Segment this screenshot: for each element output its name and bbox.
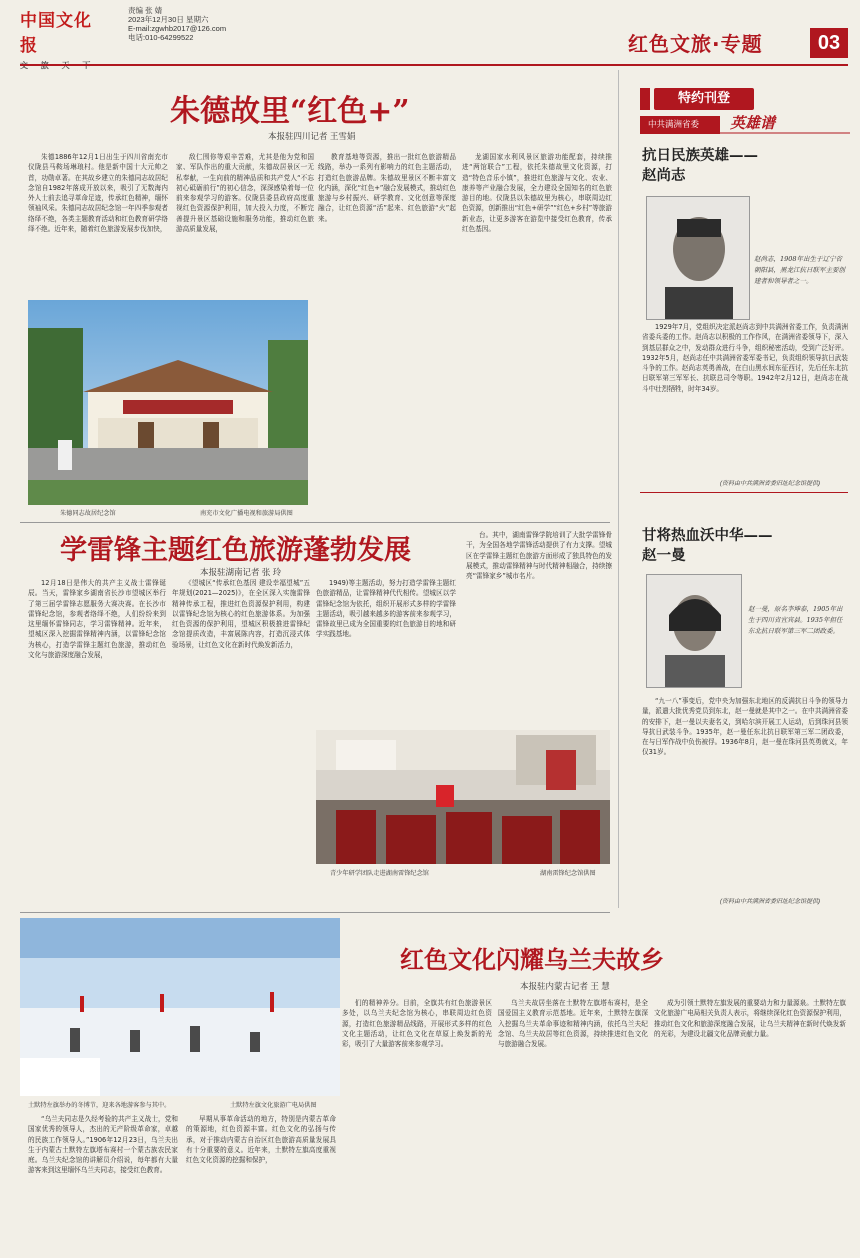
logo-text: 中国文化报 (20, 11, 92, 56)
article1-column-4 (462, 152, 612, 512)
hero2-body-text: “九一八”事变后，党中央为加强东北地区的反满抗日斗争的领导力量，派遣大批优秀党员到东北，赵一曼就是其中之一。在中共满洲省委的安排下，赵一曼以夫妻名义，到哈尔滨开展工人运动，后到珠河县领导抗日武装斗争。1935年，赵一曼任东北抗日联军第三军二团政委，在与日军作战中负伤被俘。1936年8月，赵一曼在珠河县英勇就义，年仅31岁。 (642, 697, 848, 757)
article3-headline: 红色文化闪耀乌兰夫故乡 (400, 945, 664, 974)
article2-column-2 (172, 578, 310, 878)
article3-byline: 本报驻内蒙古记者 王 慧 (520, 981, 610, 991)
article2-headline: 学雷锋主题红色旅游蓬勃发展 (60, 535, 411, 566)
hero1-portrait (646, 196, 750, 320)
article-divider-2 (20, 912, 610, 913)
date-line: 2023年12月30日 星期六 (128, 15, 209, 24)
hero2-title-line2: 赵一曼 (642, 548, 686, 564)
phone-line: 电话:010-64299522 (128, 33, 194, 42)
article3-column-5-text: 成为引领土默特左旗发展的重要动力和力量源泉。土默特左旗文化旅游广电局相关负责人表示，将继续深化红色资源保护利用，推动红色文化和旅游深度融合发展，让乌兰夫精神在新时代焕发新的光彩，为建设北疆文化品牌贡献力量。 (654, 999, 846, 1038)
article3-column-4-text: 乌兰夫故居坐落在土默特左旗塔布赛村，是全国爱国主义教育示范基地。近年来，土默特左旗深入挖掘乌兰夫革命事迹和精神内涵，依托乌兰夫纪念馆、乌兰夫故居等红色资源，持续推进红色文化与旅游融合发展。 (498, 999, 648, 1049)
hero2-body (642, 696, 848, 896)
tag-accent (640, 88, 650, 110)
memorial-illustration (28, 300, 308, 505)
article2-column-4 (466, 530, 612, 730)
masthead-rule (20, 64, 848, 66)
winter-festival-photo (20, 918, 340, 1096)
article2-column-3-text: 1949)等主题活动，努力打造学雷锋主题红色旅游精品，让雷锋精神代代相传。望城区以学雷锋纪念馆为依托，组织开展形式多样的学雷锋主题活动，吸引越来越多的游客前来参观学习，雷锋故里已成为全国重要的红色旅游目的地和研学实践基地。 (316, 579, 456, 639)
article3-column-5 (654, 998, 846, 1254)
article2-byline: 本报驻湖南记者 张 玲 (200, 567, 282, 577)
series-org: 中共满洲省委 (648, 119, 700, 129)
hero1-title-line2: 赵尚志 (642, 168, 686, 184)
article1-column-2-text: 敌仁围你等艰辛苦难，尤其是他为党和国家、军队作出的重大贡献，朱德故居景区一无私奉献，一生向前的精神品质和共产党人“不忘初心砥砺前行”的初心信念，深深感染着每一位前来参观学习的游客。仪陇县委县政府高度重视红色资源保护利用，加大投入力度，不断完善提升景区基础设施和服务功能，推动红色旅游高质量发展， (176, 153, 314, 234)
hero1-title-line1: 抗日民族英雄—— (642, 148, 758, 164)
article-divider-1 (20, 522, 610, 523)
hero2-source: (资料由中共满洲省委旧址纪念馆提供) (720, 899, 820, 905)
leifeng-hall-illustration (316, 730, 610, 864)
article1-photo-credit: 南充市文化广播电视和旅游局供图 (200, 510, 293, 517)
article2-column-4-text: 台。其中，湖南雷锋学院培训了大批学雷锋骨干，为全国各地学雷锋活动提供了有力支撑。望城区在学雷锋主题红色旅游方面形成了独具特色的发展模式，推动雷锋精神与时代精神相融合，持续擦亮“雷锋家乡”城市名片。 (466, 531, 612, 581)
article1-byline: 本报驻四川记者 王雪娟 (268, 131, 356, 141)
masthead-meta (128, 6, 226, 42)
article1-photo-caption: 朱德同志故居纪念馆 (60, 510, 116, 517)
email-line: E-mail:zgwhb2017@126.com (128, 24, 227, 33)
article1-column-2 (176, 152, 314, 292)
article3-column-2-text: 早期从事革命活动的地方，特别是内蒙古革命的策源地，红色资源丰富。红色文化的弘扬与传承，对于推动内蒙古自治区红色旅游高质量发展具有十分重要的意义。近年来，土默特左旗高度重视红色文化资源的挖掘和保护， (186, 1115, 336, 1165)
article2-column-3 (316, 578, 456, 728)
article1-column-1 (28, 152, 168, 292)
article1-column-3-text: 教育基地等资源，推出一批红色旅游精品线路，举办一系列有影响力的红色主题活动，打造红色旅游品牌。朱德故里景区不断丰富文化内涵，深化“红色+”融合发展模式，推动红色旅游与乡村振兴、研学教育、文化创意等深度融合，让红色资源“活”起来、红色旅游“火”起来。 (318, 153, 456, 223)
zhude-memorial-photo (28, 300, 308, 505)
article1-column-1-text: 朱德1886年12月1日出生于四川省南充市仪陇县马鞍场琳琅村。他是新中国十大元帅之首，功勋卓著。在其故乡建立的朱德同志故居纪念馆自1982年落成开放以来，吸引了无数海内外人士前去追寻革命足迹，传承红色精神，缅怀领袖风采。朱德同志故居纪念馆一年四季参观者络绎不绝，各类主题教育活动和红色教育研学络绎不绝。近年来，随着红色旅游发展步伐加快， (28, 153, 168, 234)
hero2-title-line1: 甘将热血沃中华—— (642, 528, 773, 544)
masthead (0, 0, 860, 66)
hero1-source: (资料由中共满洲省委旧址纪念馆提供) (720, 481, 820, 487)
series-name: 英雄谱 (730, 114, 776, 132)
article1-column-4-text: 龙湖国家水利风景区旅游功能配套，持续推进“两馆联合”工程，依托朱德故里文化资源，打造“特色音乐小镇”，推进红色旅游与文化、农业、康养等产业融合发展，全力建设全国知名的红色旅游目的地。仪陇县以朱德故里为核心，串联周边红色资源，创新推出“红色+研学”“红色+乡村”等旅游新业态，让更多游客在游览中接受红色教育，传承红色基因。 (462, 153, 612, 234)
right-column-divider (618, 70, 619, 908)
article3-photo-caption: 土默特左旗举办的冬博节，迎来各地游客参与其中。 (28, 1102, 171, 1109)
leifeng-memorial-photo (316, 730, 610, 864)
article2-column-1 (28, 578, 166, 878)
article1-column-3 (318, 152, 456, 502)
article2-column-1-text: 12月18日是伟大的共产主义战士雷锋诞辰。当天，雷锋家乡湖南省长沙市望城区举行了第三届学雷锋志愿服务大赛决赛。在长沙市雷锋纪念馆，参观者络绎不绝，人们纷纷来到这里缅怀雷锋同志，学习雷锋精神。近年来，望城区深入挖掘雷锋精神内涵，以雷锋纪念馆为核心，打造学雷锋主题红色旅游，推动红色文化与旅游深度融合发展， (28, 579, 166, 660)
hero1-body-text: 1929年7月，党组织决定派赵尚志到中共满洲省委工作，负责满洲省委兵委的工作。赵尚志以积极的工作作风，在满洲省委领导下，深入到基层群众之中，发动群众进行斗争，组织秘密活动，受到广泛好评。1932年5月，赵尚志任中共满洲省委军委书记，负责组织领导抗日武装斗争的工作。赵尚志英勇善战，在白山黑水间东征西讨，先后任东北抗日联军第三军军长、抗联总司令等职。1942年2月12日，赵尚志在战斗中壮烈牺牲，时年34岁。 (642, 323, 848, 393)
article3-column-1-text: “乌兰夫同志是久经考验的共产主义战士，党和国家优秀的领导人，杰出的无产阶级革命家，卓越的民族工作领导人。”1906年12月23日，乌兰夫出生于内蒙古土默特左旗塔布赛村一个蒙古族农民家庭。乌兰夫纪念馆的讲解员介绍说，每年都有大量游客来到这里缅怀乌兰夫同志，接受红色教育。 (28, 1115, 178, 1175)
section-title: 红色文旅·专题 (628, 32, 763, 56)
article2-photo-caption: 青少年研学团队走进湖南雷锋纪念馆 (330, 870, 429, 877)
article1-headline: 朱德故里“红色+” (170, 94, 410, 129)
article3-column-1 (28, 1114, 178, 1254)
hero1-body (642, 322, 848, 464)
article3-column-3 (342, 998, 492, 1254)
editor-line: 责编 张 婧 (128, 6, 163, 15)
special-feature-tag: 特约刊登 (654, 88, 754, 110)
portrait-illustration (647, 197, 750, 320)
hero-divider (640, 492, 848, 493)
article2-column-2-text: 《望城区“传承红色基因 建设幸福望城”五年规划(2021—2025)》，在全区深入实施雷锋精神传承工程，推进红色资源保护利用，构建以雷锋纪念馆为核心的红色旅游体系。为加强红色资源的保护利用，望城区积极推进雷锋纪念馆提质改造，丰富展陈内容，打造沉浸式体验场景，让红色文化在新时代焕发新活力， (172, 579, 310, 649)
newspaper-logo (20, 6, 108, 54)
hero1-portrait-caption: 赵尚志，1908年出生于辽宁省朝阳县，黑龙江抗日联军主要创建者和领导者之一。 (754, 255, 845, 285)
article2-photo-credit: 湖南雷锋纪念馆供图 (540, 870, 596, 877)
page-number: 03 (810, 28, 848, 58)
snow-festival-illustration (20, 918, 340, 1096)
hero2-portrait (646, 574, 742, 688)
article3-column-4 (498, 998, 648, 1254)
article3-column-3-text: 们的精神养分。目前，全旗共有红色旅游景区多处，以乌兰夫纪念馆为核心，串联周边红色资源，打造红色旅游精品线路，开展形式多样的红色文化主题活动，让红色文化在草原上焕发新的光彩，吸引了大量游客前来参观学习。 (342, 999, 492, 1049)
article3-photo-credit: 土默特左旗文化旅游广电局供图 (230, 1102, 317, 1109)
article3-column-2 (186, 1114, 336, 1254)
hero2-portrait-caption: 赵一曼，原名李坤泰，1905年出生于四川省宜宾县。1935年担任东北抗日联军第三军二团政委。 (748, 605, 843, 635)
portrait-illustration (647, 575, 742, 688)
